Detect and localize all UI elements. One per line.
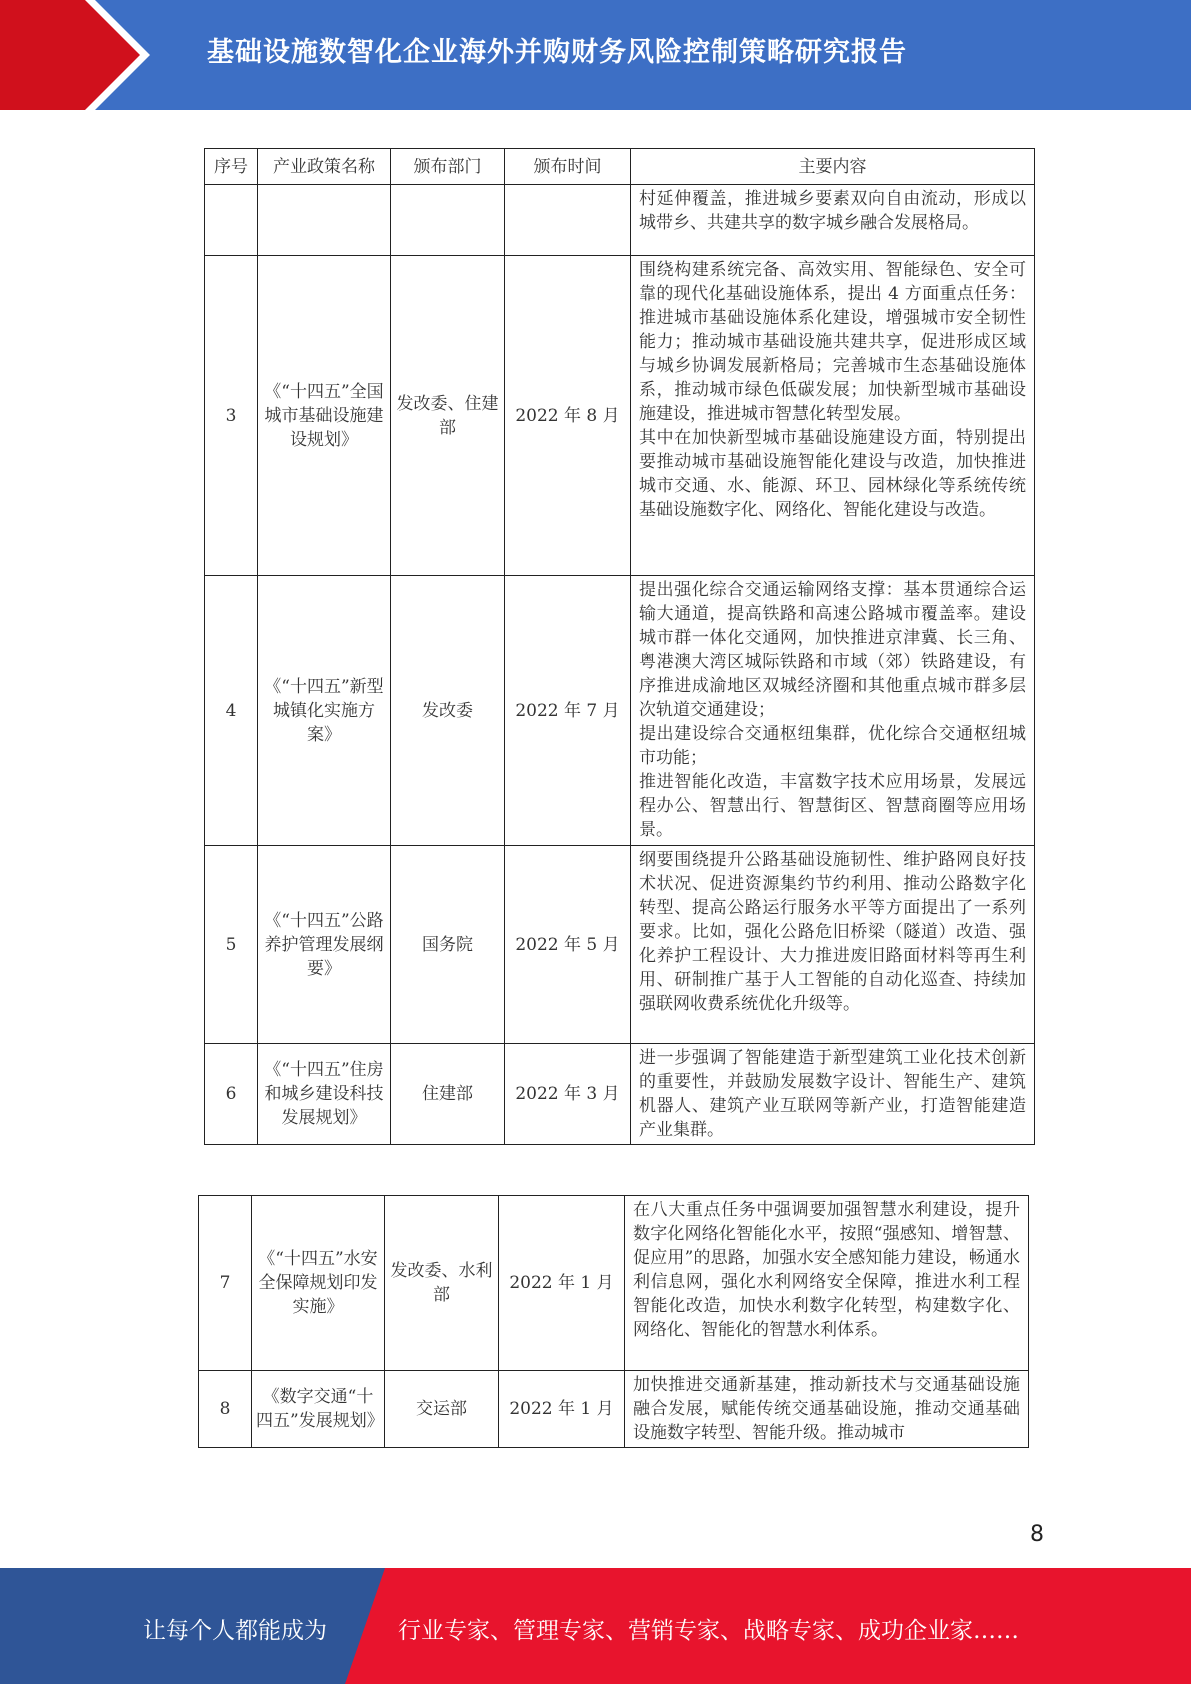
row-date: 2022 年 5 月 bbox=[505, 846, 631, 1044]
row-department: 交运部 bbox=[385, 1371, 499, 1448]
row-department: 发改委 bbox=[391, 576, 505, 846]
header-department: 颁布部门 bbox=[391, 149, 505, 185]
table-row bbox=[199, 1371, 1029, 1448]
content-paragraph: 村延伸覆盖，推进城乡要素双向自由流动，形成以城带乡、共建共享的数字城乡融合发展格局。 bbox=[639, 189, 1026, 233]
row-policy-name: 《“十四五”新型城镇化实施方案》 bbox=[258, 576, 391, 846]
row-date: 2022 年 7 月 bbox=[505, 576, 631, 846]
row-content bbox=[631, 846, 1035, 1044]
header-content: 主要内容 bbox=[631, 149, 1035, 185]
row-department: 住建部 bbox=[391, 1044, 505, 1145]
table-row bbox=[205, 576, 1035, 846]
content-paragraph: 推进智能化改造，丰富数字技术应用场景，发展远程办公、智慧出行、智慧街区、智慧商圈等应用场景。 bbox=[639, 772, 1026, 840]
row-content bbox=[631, 1044, 1035, 1145]
row-no: 8 bbox=[199, 1371, 252, 1448]
row-policy-name: 《“十四五”全国城市基础设施建设规划》 bbox=[258, 256, 391, 576]
page-footer bbox=[0, 1568, 1191, 1684]
row-no bbox=[205, 185, 258, 256]
content-paragraph: 提出强化综合交通运输网络支撑：基本贯通综合运输大通道，提高铁路和高速公路城市覆盖率。建设城市群一体化交通网，加快推进京津冀、长三角、粤港澳大湾区城际铁路和市域（郊）铁路建设，有序推进成渝地区双城经济圈和其他重点城市群多层次轨道交通建设； bbox=[639, 580, 1026, 720]
row-policy-name: 《“十四五”住房和城乡建设科技发展规划》 bbox=[258, 1044, 391, 1145]
row-date: 2022 年 8 月 bbox=[505, 256, 631, 576]
report-title: 基础设施数智化企业海外并购财务风险控制策略研究报告 bbox=[207, 37, 907, 68]
content-paragraph: 在八大重点任务中强调要加强智慧水利建设，提升数字化网络化智能化水平，按照“强感知、增智慧、促应用”的思路，加强水安全感知能力建设，畅通水利信息网，强化水利网络安全保障，推进水利工程智能化改造，加快水利数字化转型，构建数字化、网络化、智能化的智慧水利体系。 bbox=[633, 1200, 1020, 1340]
row-policy-name bbox=[258, 185, 391, 256]
page-header bbox=[0, 0, 1191, 110]
header-date: 颁布时间 bbox=[505, 149, 631, 185]
row-no: 7 bbox=[199, 1196, 252, 1371]
header-no: 序号 bbox=[205, 149, 258, 185]
content-paragraph: 围绕构建系统完备、高效实用、智能绿色、安全可靠的现代化基础设施体系，提出 4 方面重点任务：推进城市基础设施体系化建设，增强城市安全韧性能力；推动城市基础设施共建共享，促进形成区域与城乡协调发展新格局；完善城市生态基础设施体系，推动城市绿色低碳发展；加快新型城市基础设施建设，推进城市智慧化转型发展。 bbox=[639, 260, 1026, 424]
policy-table bbox=[204, 148, 1035, 1145]
footer-slogan-right: 行业专家、管理专家、营销专家、战略专家、成功企业家…… bbox=[398, 1618, 1019, 1644]
row-no: 6 bbox=[205, 1044, 258, 1145]
row-department: 发改委、住建部 bbox=[391, 256, 505, 576]
row-date: 2022 年 1 月 bbox=[499, 1371, 625, 1448]
content-paragraph: 进一步强调了智能建造于新型建筑工业化技术创新的重要性，并鼓励发展数字设计、智能生产、建筑机器人、建筑产业互联网等新产业，打造智能建造产业集群。 bbox=[639, 1048, 1026, 1140]
content-paragraph: 纲要围绕提升公路基础设施韧性、维护路网良好技术状况、促进资源集约节约利用、推动公路数字化转型、提高公路运行服务水平等方面提出了一系列要求。比如，强化公路危旧桥梁（隧道）改造、强化养护工程设计、大力推进废旧路面材料等再生利用、研制推广基于人工智能的自动化巡查、持续加强联网收费系统优化升级等。 bbox=[639, 850, 1026, 1014]
footer-slogan-left: 让每个人都能成为 bbox=[143, 1618, 327, 1644]
row-content bbox=[631, 576, 1035, 846]
row-date: 2022 年 1 月 bbox=[499, 1196, 625, 1371]
header-chevron-red bbox=[0, 0, 140, 110]
header-policy-name: 产业政策名称 bbox=[258, 149, 391, 185]
row-content bbox=[631, 256, 1035, 576]
table-row bbox=[199, 1196, 1029, 1371]
row-content bbox=[625, 1371, 1029, 1448]
row-department: 国务院 bbox=[391, 846, 505, 1044]
row-policy-name: 《“十四五”水安全保障规划印发实施》 bbox=[252, 1196, 385, 1371]
table-row bbox=[205, 1044, 1035, 1145]
content-paragraph: 加快推进交通新基建，推动新技术与交通基础设施融合发展，赋能传统交通基础设施，推动交通基础设施数字转型、智能升级。推动城市 bbox=[633, 1375, 1020, 1443]
row-department: 发改委、水利部 bbox=[385, 1196, 499, 1371]
page-number: 8 bbox=[1030, 1522, 1044, 1547]
table-row bbox=[205, 185, 1035, 256]
content-paragraph: 提出建设综合交通枢纽集群，优化综合交通枢纽城市功能； bbox=[639, 724, 1026, 768]
policy-table-continued bbox=[198, 1195, 1029, 1448]
table-header-row bbox=[205, 149, 1035, 185]
content-paragraph: 其中在加快新型城市基础设施建设方面，特别提出要推动城市基础设施智能化建设与改造，加快推进城市交通、水、能源、环卫、园林绿化等系统传统基础设施数字化、网络化、智能化建设与改造。 bbox=[639, 428, 1026, 520]
row-no: 4 bbox=[205, 576, 258, 846]
row-department bbox=[391, 185, 505, 256]
table-row bbox=[205, 846, 1035, 1044]
row-date bbox=[505, 185, 631, 256]
row-policy-name: 《“十四五”公路养护管理发展纲要》 bbox=[258, 846, 391, 1044]
row-policy-name: 《数字交通“十四五”发展规划》 bbox=[252, 1371, 385, 1448]
row-content bbox=[631, 185, 1035, 256]
row-content bbox=[625, 1196, 1029, 1371]
row-date: 2022 年 3 月 bbox=[505, 1044, 631, 1145]
row-no: 5 bbox=[205, 846, 258, 1044]
row-no: 3 bbox=[205, 256, 258, 576]
table-row bbox=[205, 256, 1035, 576]
